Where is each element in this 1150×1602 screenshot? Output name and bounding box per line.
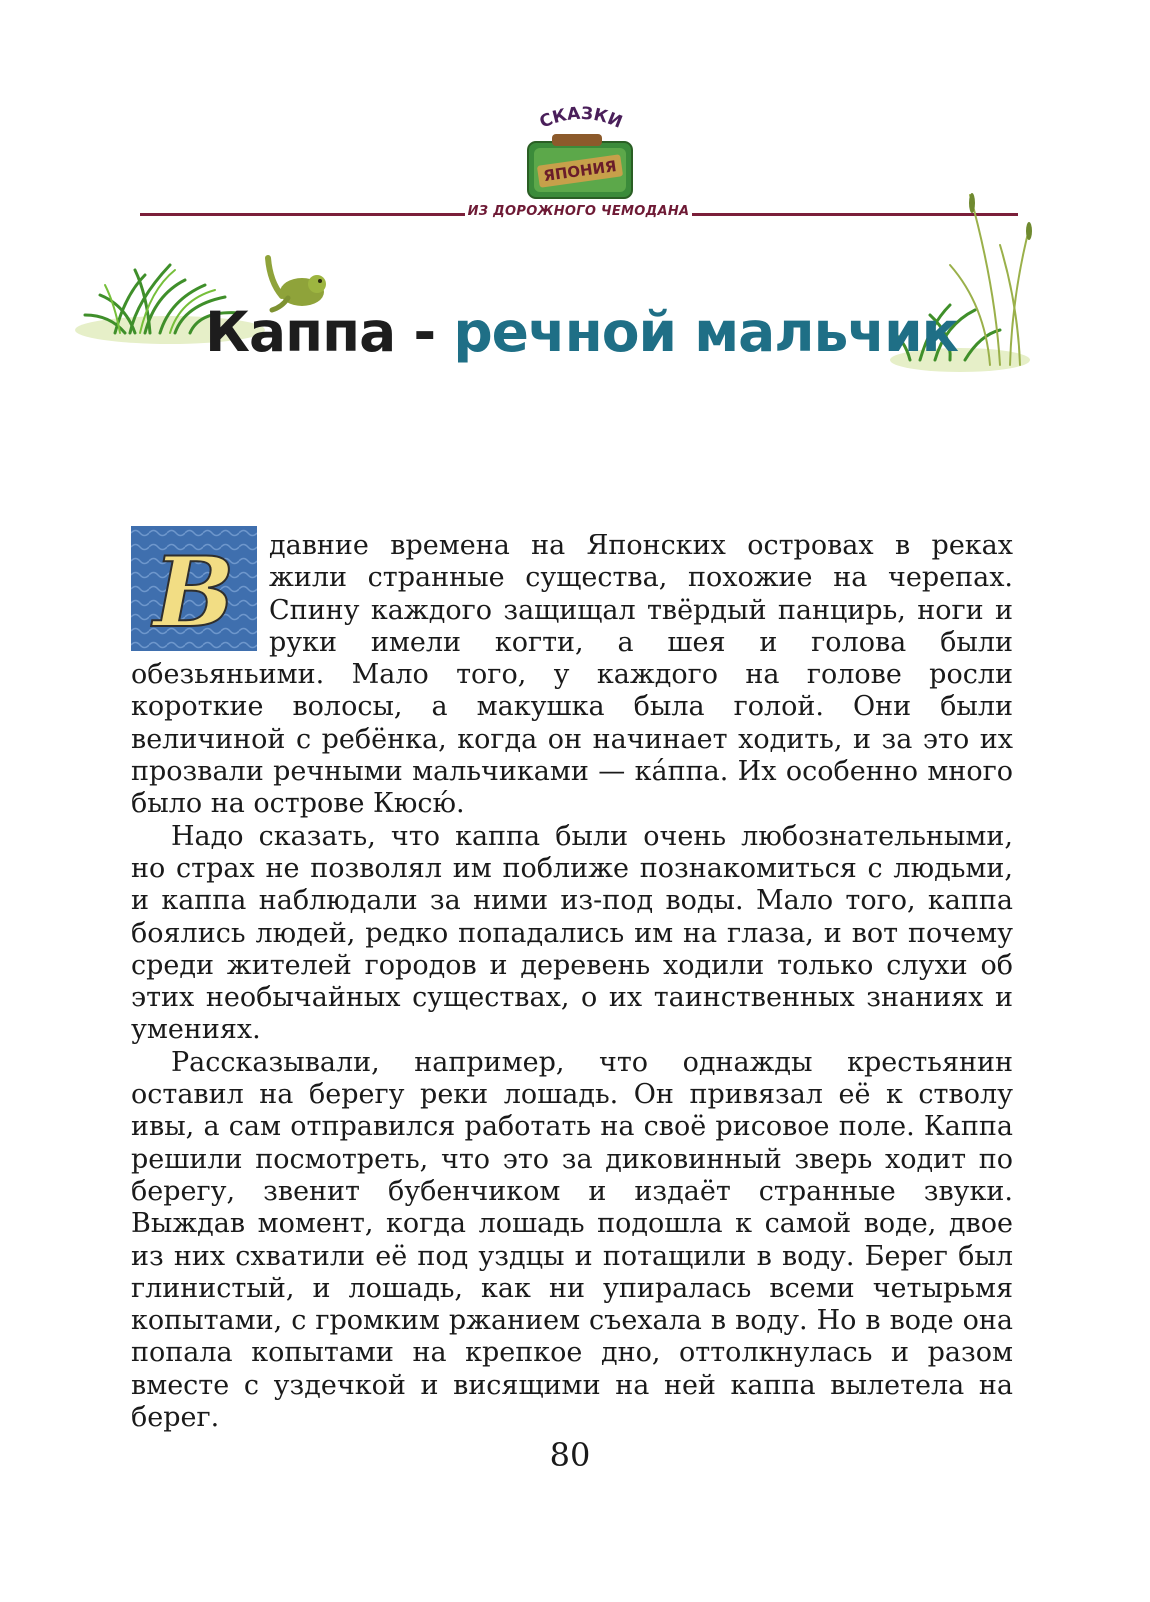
page-number: 80 — [549, 1436, 591, 1474]
title-dash: - — [395, 300, 454, 364]
header-rule-left — [140, 213, 465, 216]
paragraph-1 — [131, 530, 1013, 821]
story-title — [205, 300, 958, 390]
drop-cap-letter: В — [153, 536, 235, 649]
title-part-river-boy: речной мальчик — [453, 300, 958, 364]
paragraph-1-text: давние времена на Японских островах в реках жили странные существа, похожие на черепах. Спину каждого защищал твёрдый панцирь, ноги и руки имели когти, а шея и голова были обезьяньими. Мало того, у каждого на голове росли короткие волосы, а макушка была голой. Они были величиной с ребёнка, когда он начинает ходить, и за это их прозвали речными мальчиками — ка́ппа. Их особенно много было на острове Кюсю́. — [131, 530, 1013, 820]
emblem-top-text: СКАЗКИ — [536, 104, 626, 133]
title-part-kappa: Каппа — [205, 300, 396, 364]
emblem-country-text: ЯПОНИЯ — [542, 156, 618, 186]
drop-cap-space — [131, 530, 269, 658]
paragraph-3: Рассказывали, например, что однажды крестьянин оставил на берегу реки лошадь. Он привязал её к стволу ивы, а сам отправился работать на своё рисовое поле. Каппа решили посмотреть, что это за диковинный зверь ходит по берегу, звенит бубенчиком и издаёт странные звуки. Выждав момент, когда лошадь подошла к самой воде, двое из них схватили её под уздцы и потащили в воду. Берег был глинистый, и лошадь, как ни упиралась всеми четырьмя копытами, с громким ржанием съехала в воду. Но в воде она попала копытами на крепкое дно, оттолкнулась и разом вместе с уздечкой и висящими на ней каппа вылетела на берег. — [131, 1046, 1013, 1434]
series-title: ИЗ ДОРОЖНОГО ЧЕМОДАНА — [467, 204, 690, 219]
story-body — [131, 530, 1013, 1434]
paragraph-2: Надо сказать, что каппа были очень любознательными, но страх не позволял им поближе познакомиться с людьми, и каппа наблюдали за ними из-под воды. Мало того, каппа боялись людей, редко попадались им на глаза, и вот почему среди жителей городов и деревень ходили только слухи об этих необычайных существах, о их таинственных знаниях и умениях. — [131, 820, 1013, 1046]
series-emblem — [522, 104, 640, 214]
